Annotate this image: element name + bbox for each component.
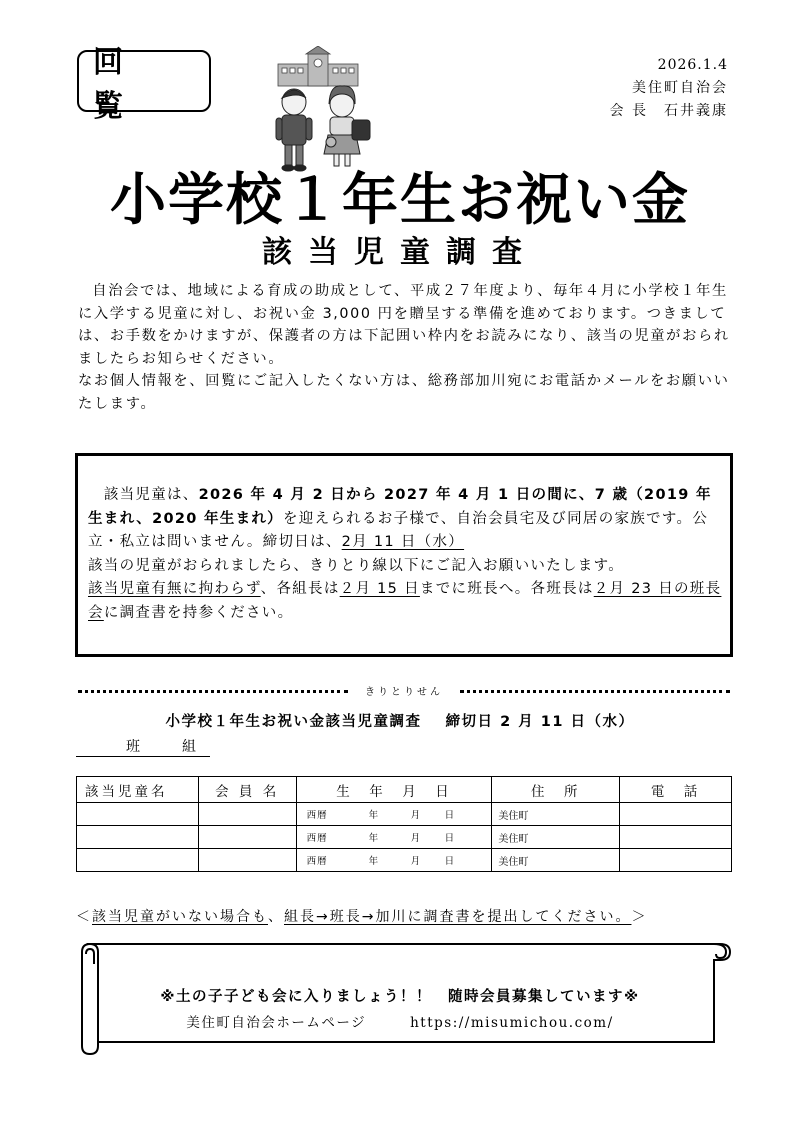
eligibility-period: 2026 年 4 月 2 日から 2027 年 4 月 1 日の間に、7 歳（2019 年生まれ、2020 年生まれ） [88,487,712,527]
survey-table [76,776,732,872]
homepage-label: 美住町自治会ホームページ [186,1015,367,1031]
day-label: 日 [444,833,456,844]
notice-paragraph-3 [88,578,722,625]
notice-text: までに班長へ。各班長は [419,581,594,597]
form-title-text: 小学校１年生お祝い金該当児童調査 [165,714,422,730]
address-cell[interactable]: 美住町 [492,826,620,849]
month-label: 月 [410,810,422,821]
address-cell[interactable]: 美住町 [492,803,620,826]
notice-paragraph-1 [88,484,722,555]
issue-date: 2026.1.4 [657,57,728,73]
page-title: 小学校１年生お祝い金 [110,168,690,233]
birthdate-cell[interactable] [296,849,492,872]
col-birthdate: 生 年 月 日 [296,777,492,803]
notice-text: に調査書を持参ください。 [103,604,294,621]
year-label: 年 [368,810,380,821]
deadline-date: 2月 11 日（水） [341,534,465,550]
day-label: 日 [444,856,456,867]
phone-cell[interactable] [620,826,732,849]
year-label: 年 [368,833,380,844]
era-label: 西暦 [306,810,328,821]
kodomokai-headline: ※土の子子ども会に入りましょう！！ 随時会員募集しています※ [160,989,640,1005]
intro-text [78,280,732,416]
notice-emphasis: 該当児童有無に拘わらず [88,581,261,597]
boy-icon [276,89,312,171]
col-member-name: 会 員 名 [198,777,296,803]
notice-text: 該当児童は、 [103,487,199,503]
note-separator: 、 [268,909,284,925]
kumi-label: 組 [182,739,198,755]
notice-paragraph-2: 該当の児童がおられましたら、きりとり線以下にご記入お願いいたします。 [88,557,625,574]
phone-cell[interactable] [620,803,732,826]
homepage-line [0,1011,800,1031]
child-name-cell[interactable] [77,826,199,849]
month-label: 月 [410,856,422,867]
year-label: 年 [368,856,380,867]
school-children-illustration [268,46,378,176]
notice-text: を迎えられるお子様で、自治会員宅及び同居の家族です。公立・私立は問いません。締切日は、 [88,510,709,550]
table-header-row [77,777,732,803]
note-bracket-close: ＞ [631,909,648,925]
note-part-2: 組長→班長→加川に調査書を提出してください。 [284,909,632,925]
organization-name: 美住町自治会 [632,80,728,96]
child-name-cell[interactable] [77,803,199,826]
kumicho-deadline: ２月 15 日 [339,581,420,597]
table-row [77,849,732,872]
month-label: 月 [410,833,422,844]
table-row [77,826,732,849]
school-building-icon [278,46,358,86]
member-name-cell[interactable] [198,826,296,849]
birthdate-cell[interactable] [296,826,492,849]
notice-box [75,453,733,657]
submission-note [76,906,736,926]
member-name-cell[interactable] [198,803,296,826]
form-deadline: 締切日 2 月 11 日（水） [445,714,635,730]
kairan-stamp: 回 覧 [77,50,211,112]
cut-line [78,683,730,697]
note-part-1: 該当児童がいない場合も [92,909,268,925]
table-row [77,803,732,826]
phone-cell[interactable] [620,849,732,872]
note-bracket-open: ＜ [76,909,92,925]
era-label: 西暦 [306,833,328,844]
girl-icon [324,86,370,166]
han-kumi-field[interactable] [76,736,210,757]
intro-paragraph-2: なお個人情報を、回覧にご記入したくない方は、総務部加川宛にお電話かメールをお願いいたします。 [78,373,730,412]
homepage-url[interactable]: https://misumichou.com/ [410,1015,614,1031]
cut-line-label: きりとりせん [361,687,447,698]
intro-paragraph-1: 自治会では、地域による育成の助成として、平成２７年度より、毎年４月に小学校１年生に入学する児童に対し、お祝い金 3,000 円を贈呈する準備を進めております。つきましては、お手数をかけますが、保護者の方は下記囲い枠内をお読みになり、該当の児童がおられましたらお知らせください。 [78,283,730,367]
birthdate-cell[interactable] [296,803,492,826]
col-address: 住 所 [492,777,620,803]
member-name-cell[interactable] [198,849,296,872]
page-subtitle: 該当児童調査 [262,235,538,270]
form-title [0,710,800,731]
day-label: 日 [444,810,456,821]
col-child-name: 該当児童名 [77,777,199,803]
header-info [610,54,728,123]
notice-text: 、各組長は [260,581,340,597]
hancho-meeting: ２月 23 日の班長会 [88,581,722,621]
address-cell[interactable]: 美住町 [492,849,620,872]
col-phone: 電 話 [620,777,732,803]
han-label: 班 [126,739,142,755]
child-name-cell[interactable] [77,849,199,872]
president-name: 会 長 石井義康 [609,103,728,119]
era-label: 西暦 [306,856,328,867]
